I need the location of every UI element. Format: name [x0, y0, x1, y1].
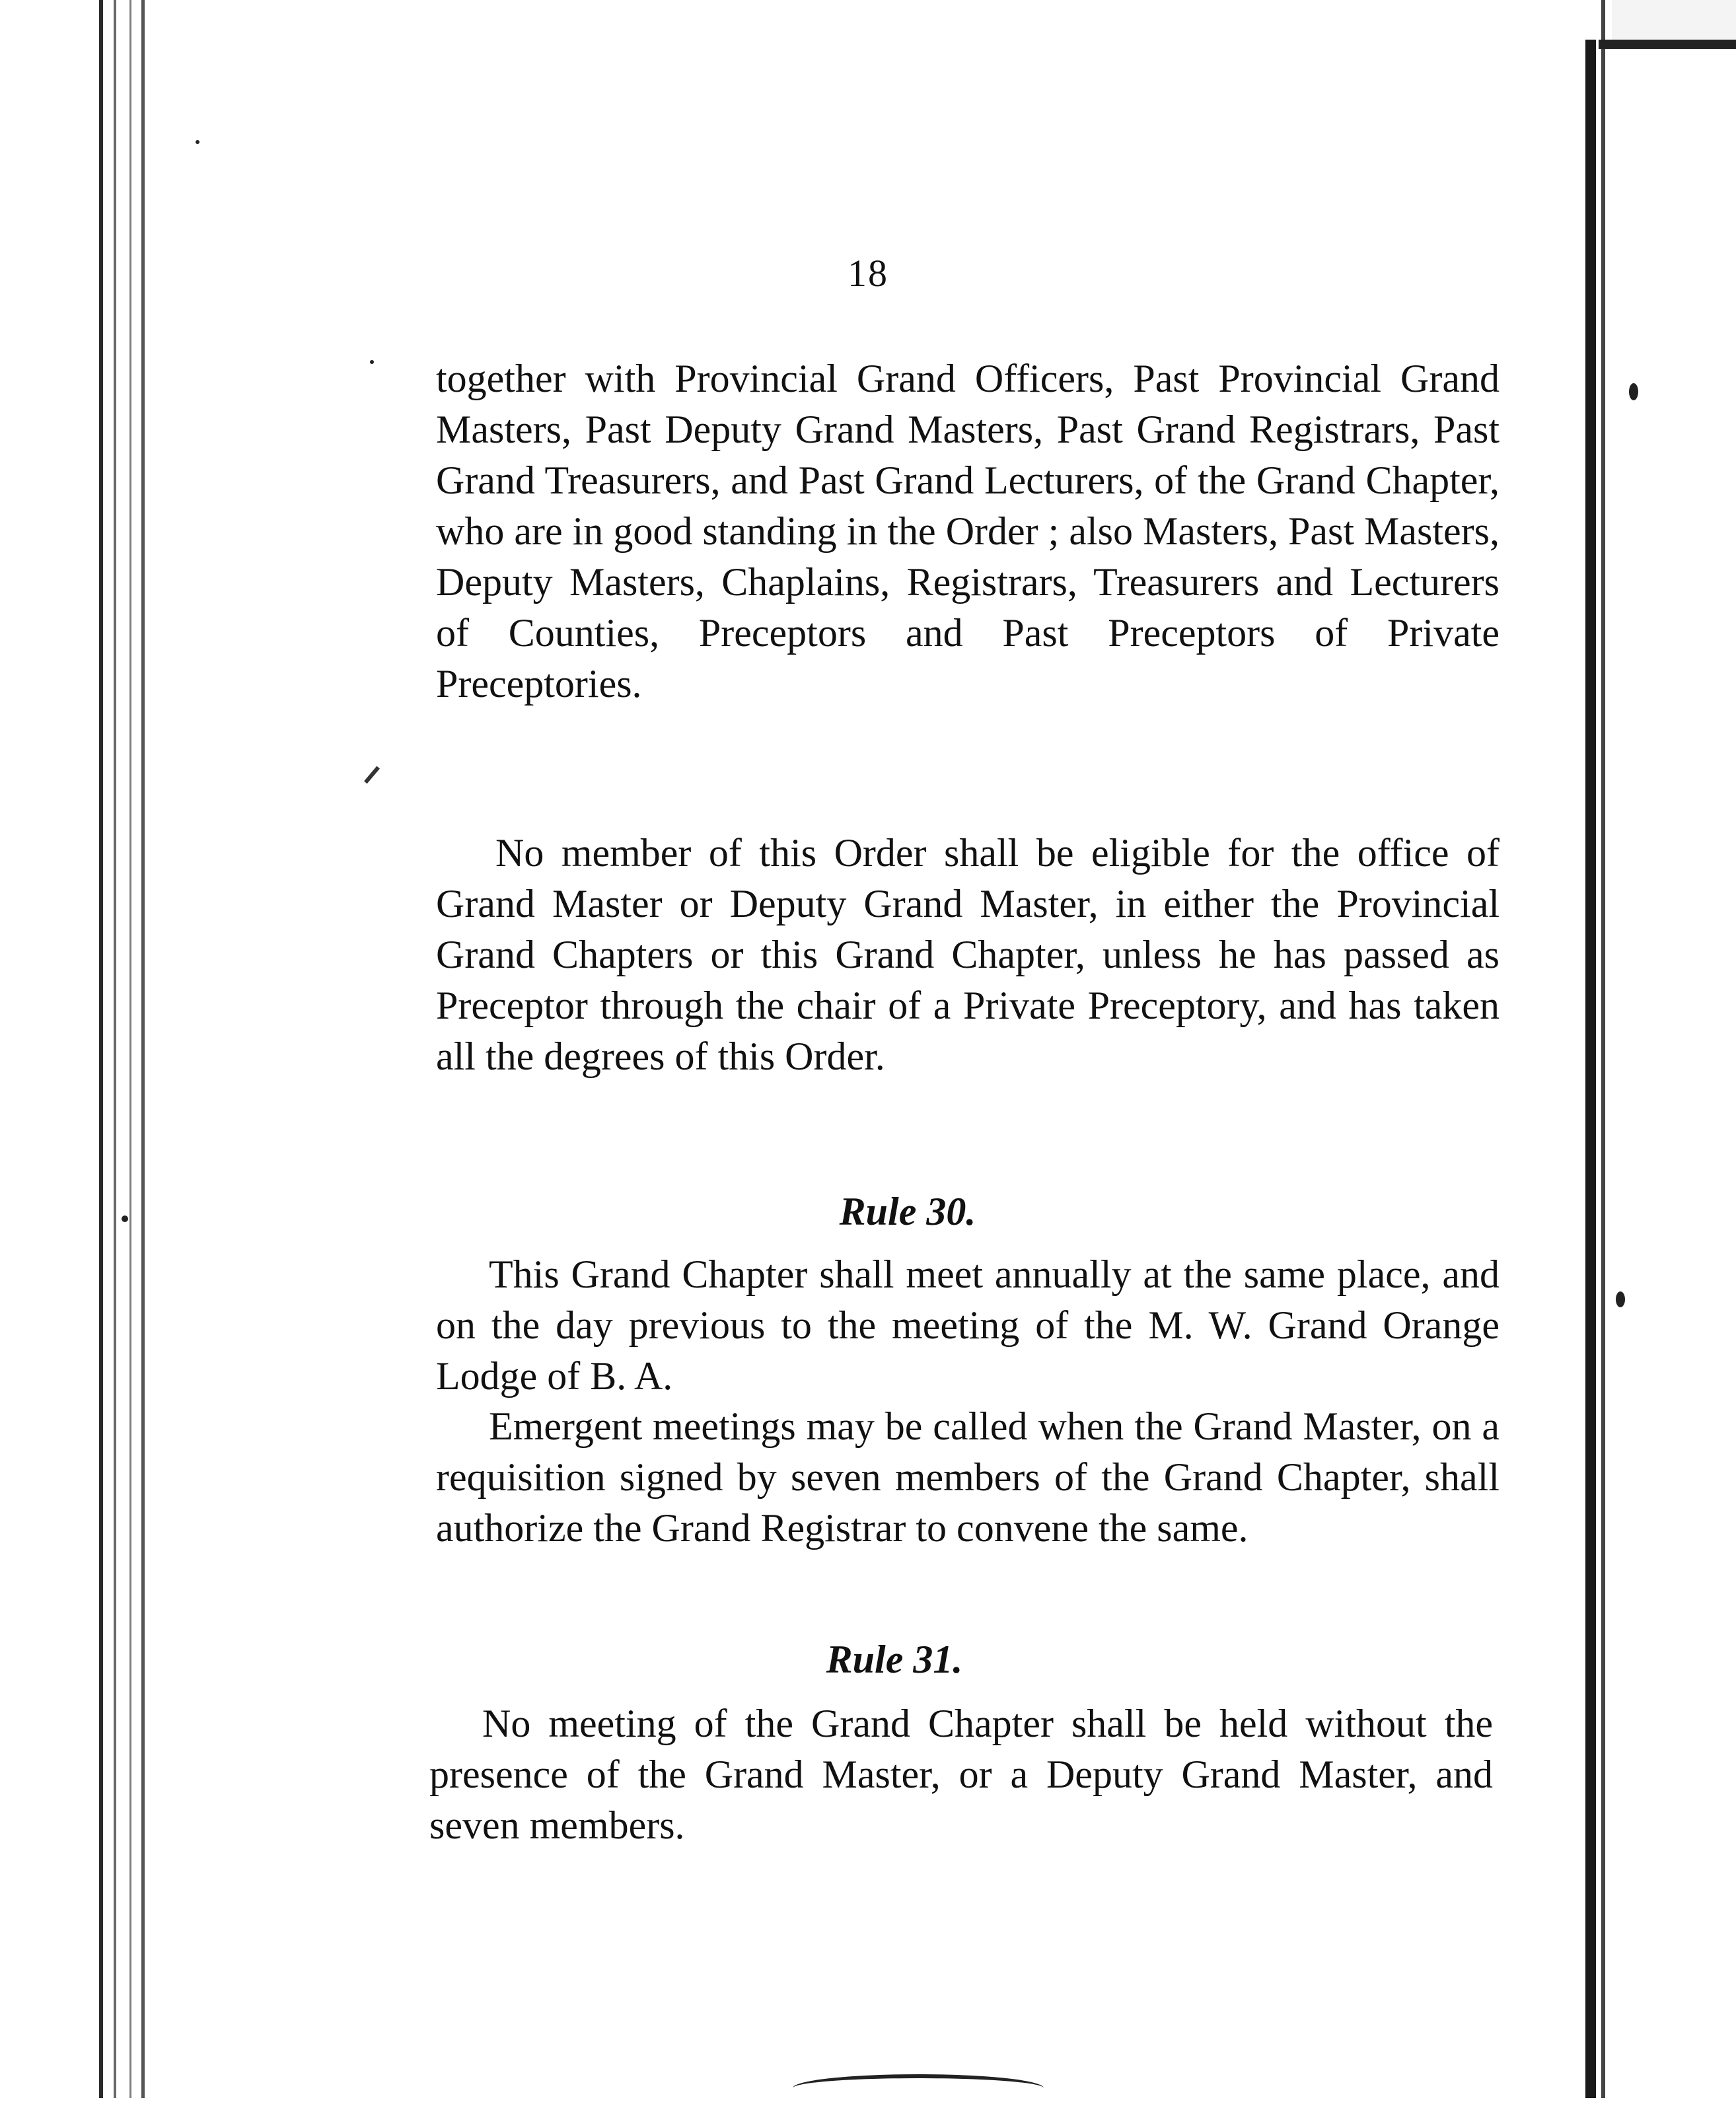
page-number: 18: [848, 252, 888, 295]
rule-heading: Rule 30.: [839, 1190, 976, 1233]
margin-speck: [370, 360, 374, 364]
margin-pen-mark: [364, 766, 380, 784]
right-page-edge-shadow: [1601, 0, 1605, 2098]
facing-page-strip: [1612, 0, 1736, 40]
margin-speck: [196, 140, 199, 144]
binding-edge-line: [141, 0, 145, 2098]
paragraph-emergent-meetings: Emergent meetings may be called when the Grand Master, on a requisition signed by seven members of the Grand Chapter, shall authorize the Grand Registrar to convene the same.: [436, 1404, 1500, 1550]
paragraph-annual-meeting: This Grand Chapter shall meet annually at the same place, and on the day previous to the meeting of the M. W. Grand Orange Lodge of B. A.: [436, 1252, 1500, 1398]
right-page-edge: [1585, 40, 1596, 2098]
edge-speck: [1629, 383, 1638, 400]
edge-speck: [1616, 1291, 1625, 1307]
paragraph-officers-list: together with Provincial Grand Officers, Past Provincial Grand Masters, Past Deputy Grand Masters, Past Grand Registrars, Past Grand Treasurers, and Past Grand Lecturers, of the Grand Chapter, who are in good standing in the Order ; also Masters, Past Masters, Deputy Masters, Chaplains, Registrars, Treasurers and Lecturers of Counties, Preceptors and Past Preceptors of Private Preceptories.: [436, 357, 1500, 706]
rule-heading: Rule 31.: [826, 1638, 963, 1681]
paragraph-quorum: No meeting of the Grand Chapter shall be held without the presence of the Grand Master, or a Deputy Grand Master, and seven members.: [429, 1702, 1493, 1847]
binding-edge-line: [114, 0, 116, 2098]
binding-edge-line: [99, 0, 103, 2098]
binding-edge-line: [129, 0, 131, 2098]
paragraph-eligibility: No member of this Order shall be eligible for the office of Grand Master or Deputy Grand Master, in either the Provincial Grand Chapters or this Grand Chapter, unless he has passed as Preceptor through the chair of a Private Preceptory, and has taken all the degrees of this Order.: [436, 831, 1500, 1078]
top-right-edge: [1599, 40, 1736, 49]
